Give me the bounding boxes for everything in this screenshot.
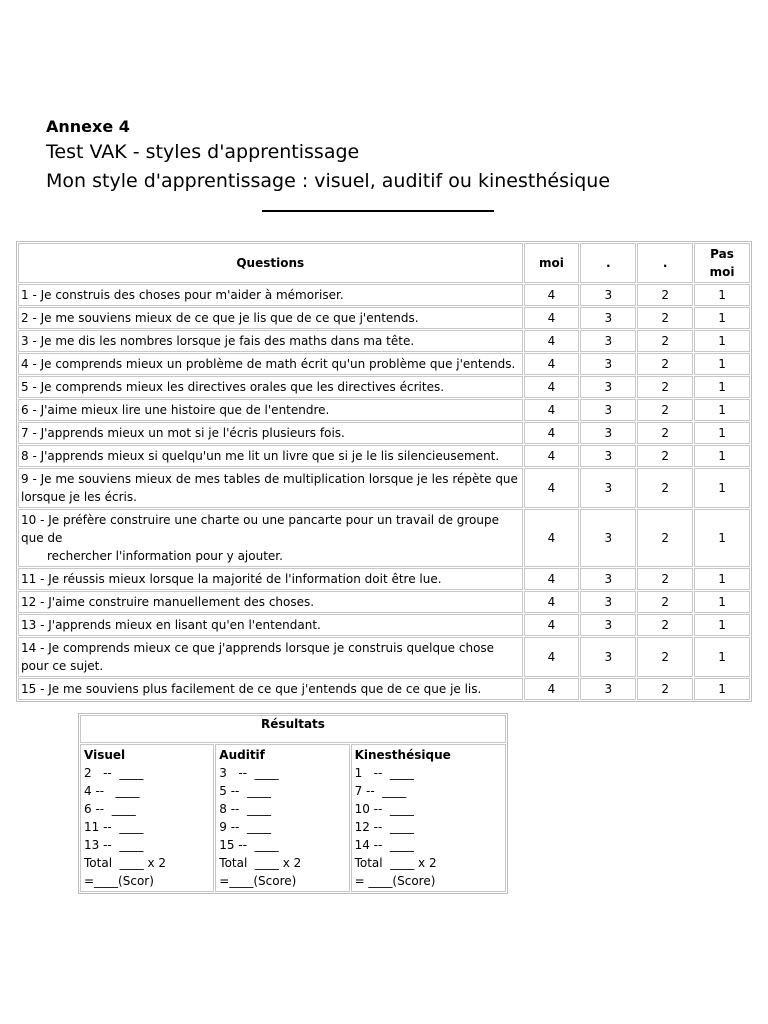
results-table: [78, 713, 508, 894]
score-cell[interactable]: 4: [524, 678, 580, 700]
question-text: [18, 678, 523, 700]
table-row: [18, 330, 750, 352]
results-line[interactable]: 8 -- ____: [219, 802, 272, 816]
questions-header-row: [18, 243, 750, 283]
question-text: [18, 330, 523, 352]
header-questions: Questions: [18, 243, 523, 283]
score-cell[interactable]: 4: [524, 591, 580, 613]
score-cell[interactable]: 3: [580, 307, 636, 329]
question-line: 6 - J'aime mieux lire une histoire que de l'entendre.: [21, 403, 330, 417]
score-cell[interactable]: 1: [694, 509, 750, 567]
score-cell[interactable]: 4: [524, 376, 580, 398]
question-text: [18, 468, 523, 508]
score-cell[interactable]: 1: [694, 614, 750, 636]
results-line[interactable]: 1 -- ____: [354, 766, 414, 780]
score-cell[interactable]: 2: [637, 307, 693, 329]
score-cell[interactable]: 1: [694, 284, 750, 306]
results-line[interactable]: 6 -- ____: [84, 802, 136, 816]
question-text: [18, 568, 523, 590]
score-cell[interactable]: 1: [694, 678, 750, 700]
question-line: 14 - Je comprends mieux ce que j'apprends lorsque je construis quelque chose pour ce sujet.: [21, 641, 495, 673]
question-text: [18, 284, 523, 306]
results-line[interactable]: 9 -- ____: [219, 820, 272, 834]
score-cell[interactable]: 2: [637, 376, 693, 398]
score-cell[interactable]: 1: [694, 399, 750, 421]
score-cell[interactable]: 3: [580, 330, 636, 352]
table-row: [18, 353, 750, 375]
question-text: [18, 445, 523, 467]
results-line[interactable]: 12 -- ____: [354, 820, 414, 834]
score-cell[interactable]: 4: [524, 445, 580, 467]
question-text: [18, 591, 523, 613]
question-text: [18, 399, 523, 421]
score-cell[interactable]: 2: [637, 330, 693, 352]
score-cell[interactable]: 4: [524, 468, 580, 508]
results-line[interactable]: 10 -- ____: [354, 802, 414, 816]
score-cell[interactable]: 2: [637, 591, 693, 613]
results-line[interactable]: Total ____ x 2: [84, 856, 167, 870]
score-cell[interactable]: 4: [524, 509, 580, 567]
results-line[interactable]: = ____(Score): [354, 874, 436, 888]
results-column-heading: Visuel: [84, 748, 126, 762]
score-cell[interactable]: 4: [524, 284, 580, 306]
document-subtitle: Mon style d'apprentissage : visuel, auditif ou kinesthésique: [46, 170, 611, 192]
results-line[interactable]: 2 -- ____: [84, 766, 144, 780]
results-line[interactable]: Total ____ x 2: [219, 856, 302, 870]
question-line: 10 - Je préfère construire une charte ou une pancarte pour un travail de groupe que de: [21, 513, 500, 545]
results-line[interactable]: Total ____ x 2: [354, 856, 437, 870]
score-cell[interactable]: 3: [580, 591, 636, 613]
questions-body: [18, 284, 750, 700]
results-line[interactable]: 3 -- ____: [219, 766, 279, 780]
header-moi: moi: [524, 243, 580, 283]
score-cell[interactable]: 2: [637, 568, 693, 590]
score-cell[interactable]: 1: [694, 637, 750, 677]
table-row: [18, 284, 750, 306]
header-pas-moi: Pas moi: [694, 243, 750, 283]
score-cell[interactable]: 3: [580, 637, 636, 677]
score-cell[interactable]: 1: [694, 307, 750, 329]
results-column: [215, 744, 349, 892]
table-row: [18, 307, 750, 329]
question-text: [18, 637, 523, 677]
score-cell[interactable]: 4: [524, 568, 580, 590]
question-text: [18, 614, 523, 636]
question-line: 8 - J'apprends mieux si quelqu'un me lit un livre que si je le lis silencieusement.: [21, 449, 500, 463]
score-cell[interactable]: 1: [694, 353, 750, 375]
score-cell[interactable]: 3: [580, 509, 636, 567]
results-line[interactable]: =____(Score): [219, 874, 297, 888]
results-row: [80, 744, 506, 892]
score-cell[interactable]: 2: [637, 422, 693, 444]
score-cell[interactable]: 1: [694, 468, 750, 508]
results-line[interactable]: 13 -- ____: [84, 838, 144, 852]
results-title: Résultats: [80, 715, 506, 743]
results-column: [351, 744, 506, 892]
question-text: [18, 376, 523, 398]
score-cell[interactable]: 1: [694, 422, 750, 444]
score-cell[interactable]: 3: [580, 445, 636, 467]
question-text: [18, 353, 523, 375]
question-line: 5 - Je comprends mieux les directives orales que les directives écrites.: [21, 380, 445, 394]
question-line: 1 - Je construis des choses pour m'aider à mémoriser.: [21, 288, 344, 302]
table-row: [18, 637, 750, 677]
question-line: 15 - Je me souviens plus facilement de ce que j'entends que de ce que je lis.: [21, 682, 482, 696]
score-cell[interactable]: 1: [694, 330, 750, 352]
score-cell[interactable]: 4: [524, 422, 580, 444]
question-line: 3 - Je me dis les nombres lorsque je fais des maths dans ma tête.: [21, 334, 415, 348]
question-line: 12 - J'aime construire manuellement des choses.: [21, 595, 315, 609]
score-cell[interactable]: 3: [580, 284, 636, 306]
score-cell[interactable]: 2: [637, 637, 693, 677]
question-text: [18, 509, 523, 567]
table-row: [18, 468, 750, 508]
results-line[interactable]: 14 -- ____: [354, 838, 414, 852]
score-cell[interactable]: 4: [524, 614, 580, 636]
score-cell[interactable]: 2: [637, 399, 693, 421]
score-cell[interactable]: 1: [694, 591, 750, 613]
annex-label: Annexe 4: [46, 117, 130, 136]
table-row: [18, 614, 750, 636]
score-cell[interactable]: 3: [580, 376, 636, 398]
score-cell[interactable]: 3: [580, 678, 636, 700]
score-cell[interactable]: 3: [580, 468, 636, 508]
score-cell[interactable]: 1: [694, 445, 750, 467]
question-line: 4 - Je comprends mieux un problème de math écrit qu'un problème que j'entends.: [21, 357, 516, 371]
table-row: [18, 376, 750, 398]
question-text: [18, 307, 523, 329]
question-line: 13 - J'apprends mieux en lisant qu'en l'entendant.: [21, 618, 321, 632]
score-cell[interactable]: 2: [637, 678, 693, 700]
question-line: 7 - J'apprends mieux un mot si je l'écris plusieurs fois.: [21, 426, 345, 440]
score-cell[interactable]: 3: [580, 399, 636, 421]
table-row: [18, 509, 750, 567]
document-heading: [46, 116, 610, 196]
score-cell[interactable]: 3: [580, 568, 636, 590]
score-cell[interactable]: 2: [637, 509, 693, 567]
table-row: [18, 422, 750, 444]
results-column-heading: Auditif: [219, 748, 265, 762]
question-line: 11 - Je réussis mieux lorsque la majorité de l'information doit être lue.: [21, 572, 442, 586]
score-cell[interactable]: 1: [694, 376, 750, 398]
score-cell[interactable]: 2: [637, 353, 693, 375]
score-cell[interactable]: 4: [524, 353, 580, 375]
results-line[interactable]: 7 -- ____: [354, 784, 407, 798]
question-text: [18, 422, 523, 444]
score-cell[interactable]: 4: [524, 399, 580, 421]
results-column-heading: Kinesthésique: [354, 748, 451, 762]
score-cell[interactable]: 2: [637, 445, 693, 467]
score-cell[interactable]: 3: [580, 614, 636, 636]
question-line-continued: rechercher l'information pour y ajouter.: [47, 549, 283, 563]
score-cell[interactable]: 3: [580, 353, 636, 375]
table-row: [18, 445, 750, 467]
results-column: [80, 744, 214, 892]
title-underline: [262, 210, 494, 212]
questions-table: [16, 241, 752, 702]
document-title: Test VAK - styles d'apprentissage: [46, 141, 360, 163]
results-line[interactable]: =____(Scor): [84, 874, 154, 888]
results-line[interactable]: 11 -- ____: [84, 820, 144, 834]
results-line[interactable]: 15 -- ____: [219, 838, 279, 852]
score-cell[interactable]: 2: [637, 614, 693, 636]
table-row: [18, 591, 750, 613]
score-cell[interactable]: 2: [637, 468, 693, 508]
question-line: 9 - Je me souviens mieux de mes tables de multiplication lorsque je les répète que lorsque je les écris.: [21, 472, 518, 504]
table-row: [18, 678, 750, 700]
score-cell[interactable]: 1: [694, 568, 750, 590]
header-mid-1: .: [580, 243, 636, 283]
results-line[interactable]: 5 -- ____: [219, 784, 272, 798]
question-line: 2 - Je me souviens mieux de ce que je lis que de ce que j'entends.: [21, 311, 419, 325]
results-line[interactable]: 4 -- ____: [84, 784, 140, 798]
score-cell[interactable]: 4: [524, 330, 580, 352]
score-cell[interactable]: 4: [524, 307, 580, 329]
table-row: [18, 568, 750, 590]
score-cell[interactable]: 3: [580, 422, 636, 444]
score-cell[interactable]: 2: [637, 284, 693, 306]
table-row: [18, 399, 750, 421]
score-cell[interactable]: 4: [524, 637, 580, 677]
header-mid-2: .: [637, 243, 693, 283]
